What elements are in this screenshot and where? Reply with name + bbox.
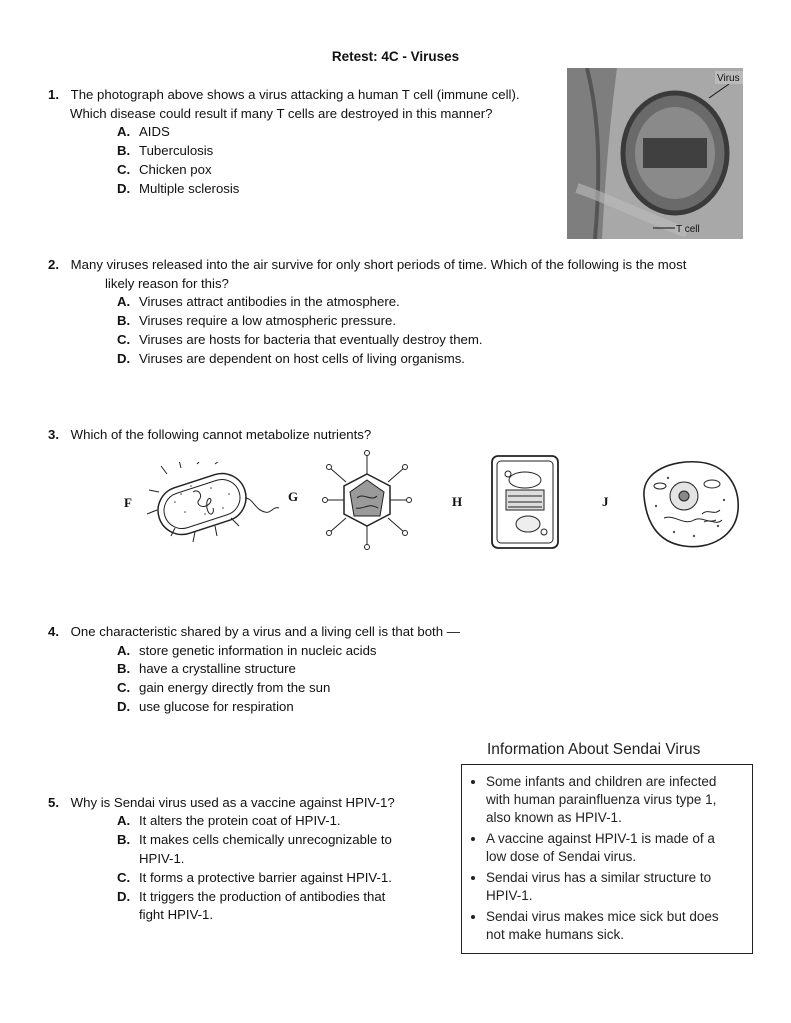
- q5-option-c[interactable]: C. It forms a protective barrier against HPIV-1.: [117, 870, 392, 885]
- tcell-label: T cell: [676, 224, 700, 235]
- page-title: Retest: 4C - Viruses: [331, 49, 460, 64]
- label-g[interactable]: G: [288, 489, 299, 504]
- infobox-title: Information About Sendai Virus: [487, 741, 701, 758]
- q5-option-b-cont: HPIV-1.: [139, 851, 185, 866]
- bacterium-icon: [145, 462, 280, 547]
- virus-label: Virus: [717, 73, 740, 84]
- q5-option-d[interactable]: D. It triggers the production of antibodies that: [117, 889, 386, 904]
- virus-icon: [322, 450, 412, 550]
- q2-stem-line-2: likely reason for this?: [105, 276, 229, 291]
- info-bullet: • Some infants and children are infected with human parainfluenza virus type 1, also known as HPIV-1.: [486, 773, 742, 827]
- q4-option-d[interactable]: D. use glucose for respiration: [117, 699, 294, 714]
- q2-option-b[interactable]: B. Viruses require a low atmospheric pressure.: [117, 313, 397, 328]
- q4-option-a[interactable]: A. store genetic information in nucleic acids: [117, 643, 377, 658]
- q2-option-d[interactable]: D. Viruses are dependent on host cells of living organisms.: [117, 351, 465, 366]
- q5-number: 5.: [48, 795, 59, 810]
- q5-option-b[interactable]: B. It makes cells chemically unrecognizable to: [117, 832, 392, 847]
- q3-number: 3.: [48, 427, 59, 442]
- q1-option-b[interactable]: B. Tuberculosis: [117, 143, 214, 158]
- virus-tcell-photo: [567, 68, 743, 239]
- q1-option-a[interactable]: A. AIDS: [117, 124, 170, 139]
- info-bullet: • Sendai virus makes mice sick but does not make humans sick.: [486, 908, 742, 944]
- info-bullet: • A vaccine against HPIV-1 is made of a low dose of Sendai virus.: [486, 830, 742, 866]
- q1-number: 1.: [48, 87, 59, 102]
- label-j[interactable]: J: [602, 494, 609, 509]
- info-bullet: • Sendai virus has a similar structure to HPIV-1.: [486, 869, 742, 905]
- q5-option-a[interactable]: A. It alters the protein coat of HPIV-1.: [117, 813, 341, 828]
- q1-stem-line-1: 1. The photograph above shows a virus attacking a human T cell (immune cell).: [48, 87, 520, 102]
- q5-option-d-cont: fight HPIV-1.: [139, 907, 214, 922]
- q2-option-c[interactable]: C. Viruses are hosts for bacteria that eventually destroy them.: [117, 332, 483, 347]
- label-f[interactable]: F: [124, 495, 132, 510]
- q1-stem-line-2: Which disease could result if many T cells are destroyed in this manner?: [70, 106, 493, 121]
- q2-option-a[interactable]: A. Viruses attract antibodies in the atmosphere.: [117, 294, 400, 309]
- plant-cell-icon: [488, 452, 563, 552]
- animal-cell-icon: [634, 456, 744, 552]
- q4-stem: 4. One characteristic shared by a virus and a living cell is that both —: [48, 624, 460, 639]
- q4-option-b[interactable]: B. have a crystalline structure: [117, 661, 296, 676]
- q3-stem: 3. Which of the following cannot metabolize nutrients?: [48, 427, 372, 442]
- q2-number: 2.: [48, 257, 59, 272]
- q4-number: 4.: [48, 624, 59, 639]
- q2-stem-line-1: 2. Many viruses released into the air survive for only short periods of time. Which of the following is the most: [48, 257, 687, 272]
- q1-option-c[interactable]: C. Chicken pox: [117, 162, 212, 177]
- label-h[interactable]: H: [452, 494, 463, 509]
- q4-option-c[interactable]: C. gain energy directly from the sun: [117, 680, 331, 695]
- q1-option-d[interactable]: D. Multiple sclerosis: [117, 181, 240, 196]
- sendai-info-box: [461, 764, 753, 954]
- q5-stem: 5. Why is Sendai virus used as a vaccine against HPIV-1?: [48, 795, 395, 810]
